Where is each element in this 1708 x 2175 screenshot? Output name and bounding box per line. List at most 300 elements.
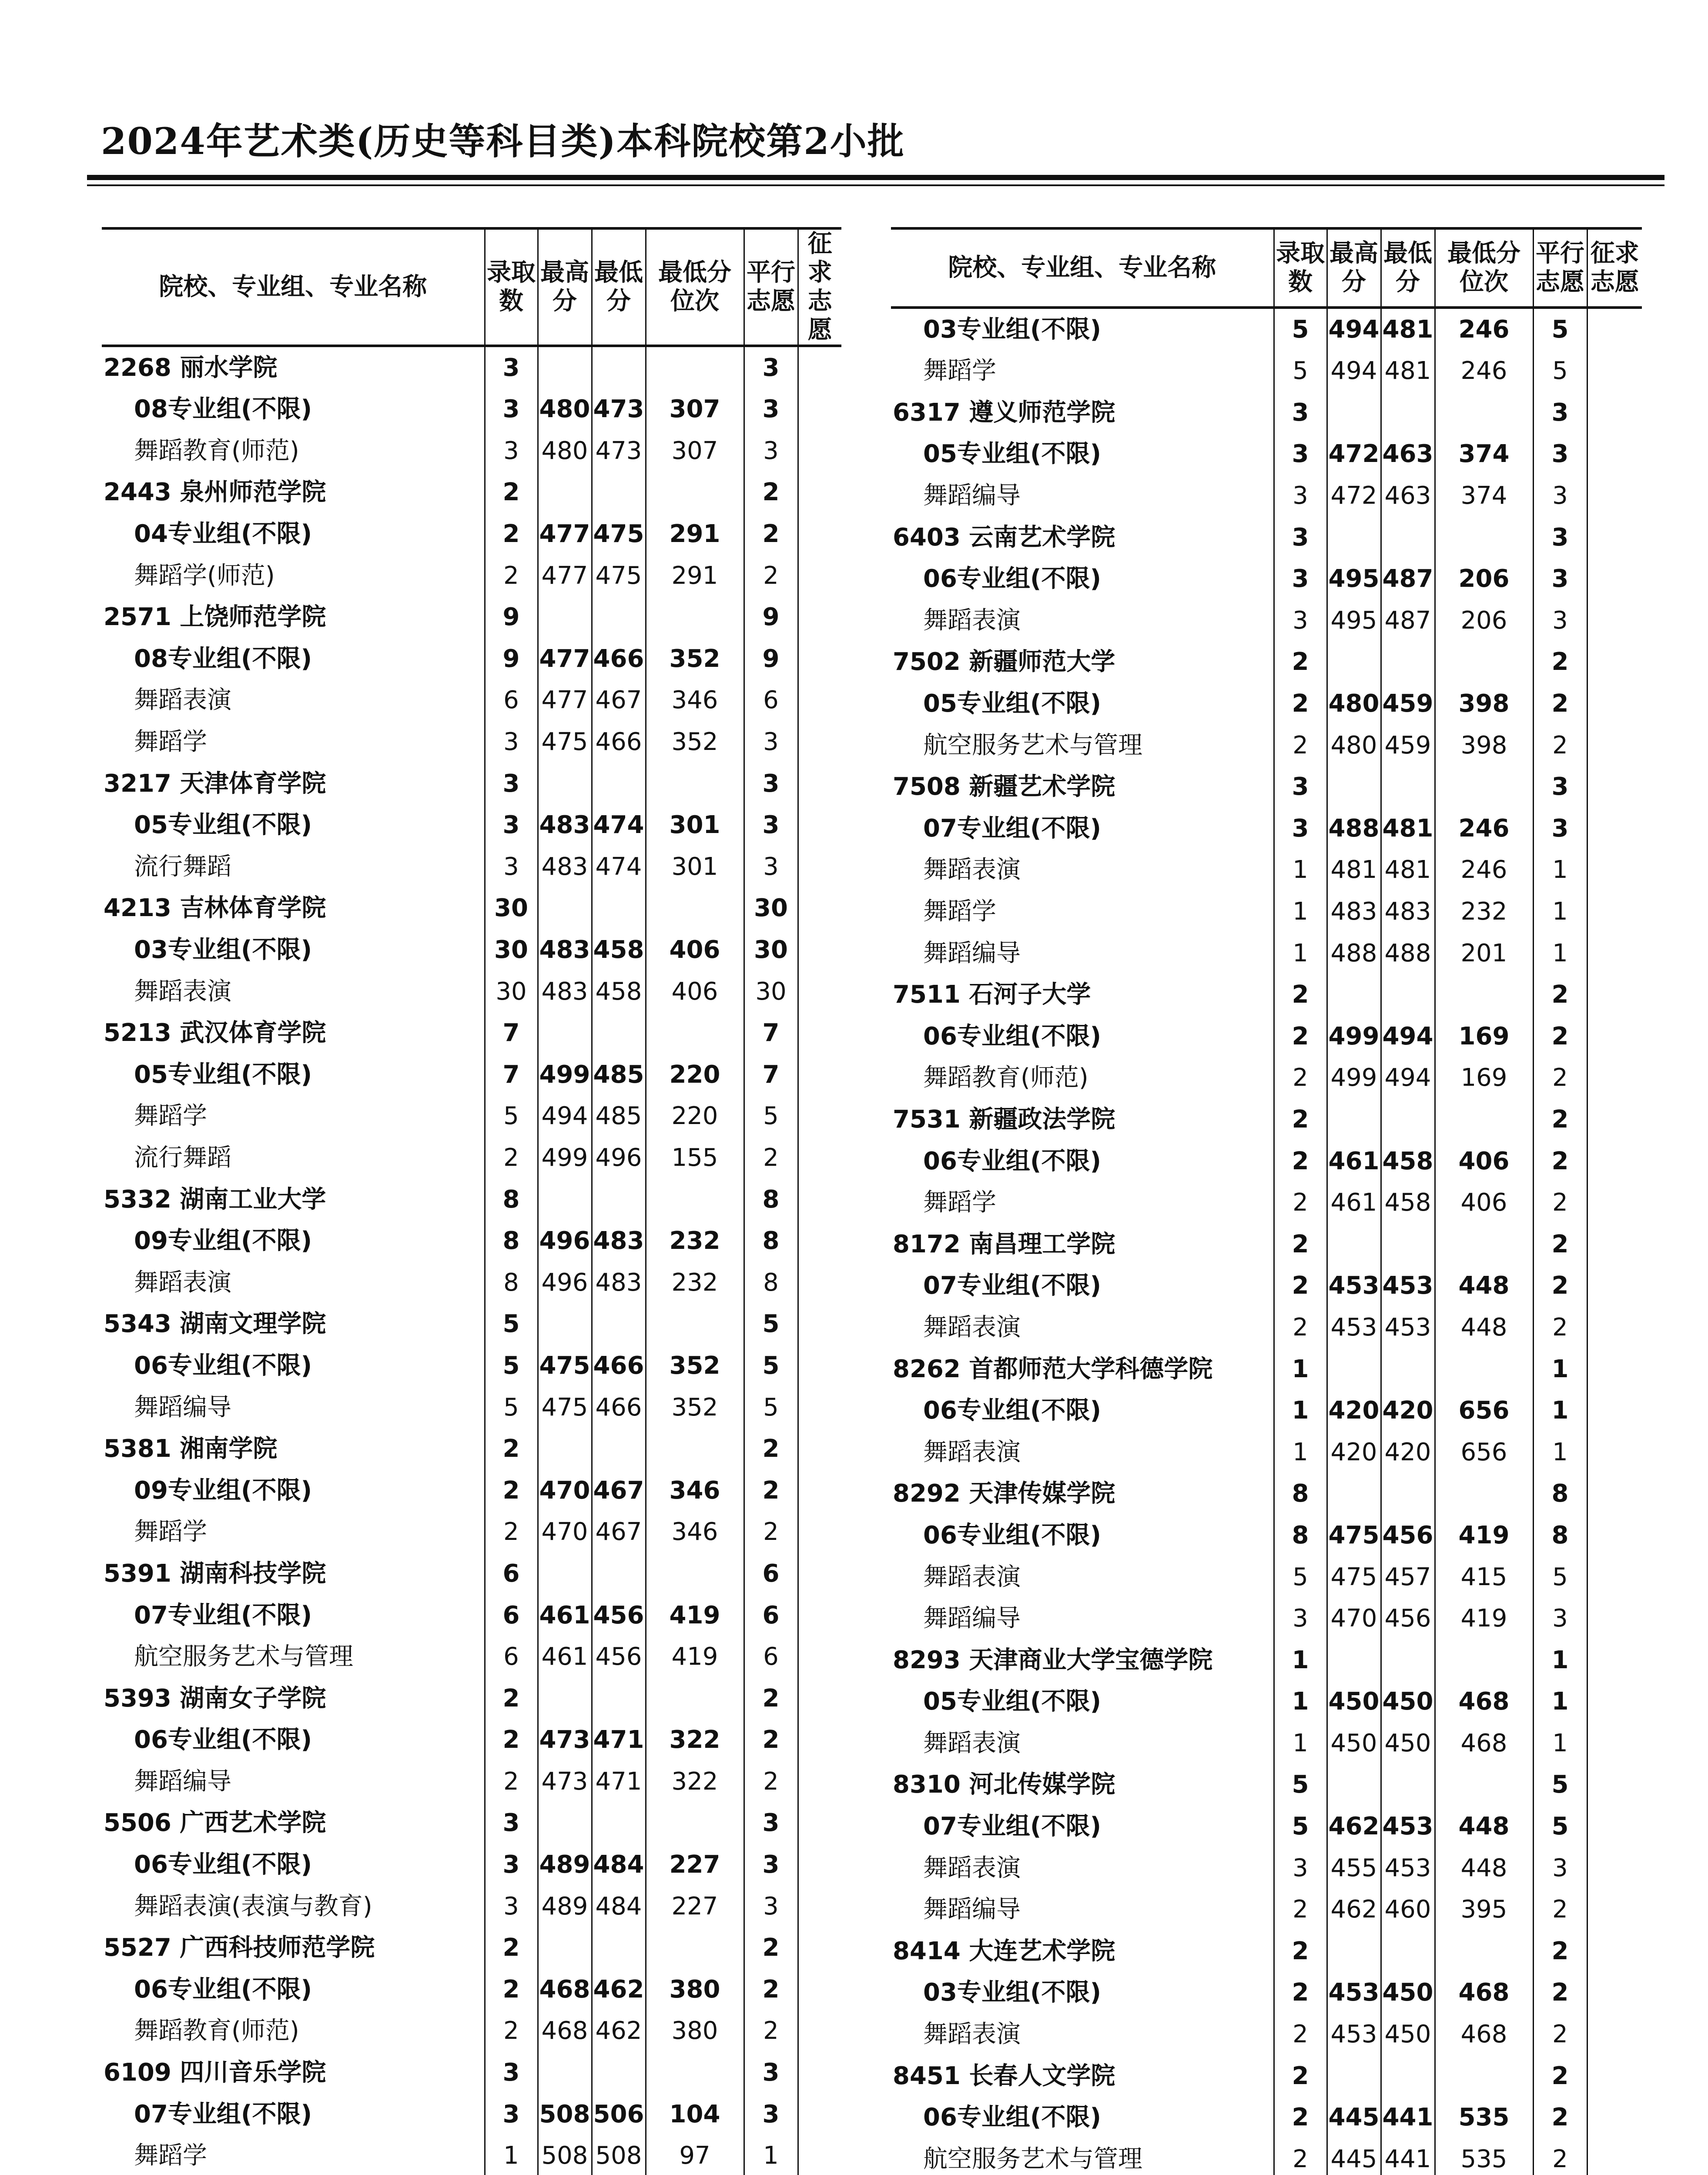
cell-max-score [1327,641,1381,683]
cell-max-score [538,763,592,804]
cell-min-rank [1435,1931,1533,1972]
cell-solicit [798,1262,841,1303]
cell-admitted: 2 [1274,1099,1327,1141]
cell-min-score: 459 [1381,724,1435,766]
cell-min-score [592,346,646,388]
cell-max-score: 462 [1327,1889,1381,1931]
major-row [891,891,1642,933]
header-max-score: 最高分 [538,228,592,346]
cell-admitted: 2 [1274,2097,1327,2138]
major-row [891,724,1642,766]
cell-min-score: 453 [1381,1806,1435,1847]
cell-min-score: 474 [592,846,646,888]
cell-max-score: 445 [1327,2097,1381,2138]
cell-min-score: 473 [592,388,646,430]
cell-parallel: 6 [744,1594,798,1636]
cell-solicit [1587,1639,1642,1681]
cell-parallel: 6 [744,1636,798,1678]
cell-name: 05专业组(不限) [134,811,312,840]
cell-name: 航空服务艺术与管理 [134,1643,353,1671]
cell-solicit [798,1511,841,1553]
cell-admitted: 5 [1274,1556,1327,1598]
cell-admitted: 2 [1274,1182,1327,1224]
cell-min-score [592,1012,646,1054]
cell-name: 8414 大连艺术学院 [893,1937,1115,1965]
cell-min-score: 508 [592,2135,646,2175]
major-row [891,350,1642,392]
cell-name: 06专业组(不限) [923,1147,1102,1175]
cell-solicit [1587,1348,1642,1390]
cell-min-rank: 406 [1435,1140,1533,1182]
cell-solicit [798,2010,841,2052]
cell-solicit [1587,1390,1642,1432]
cell-parallel: 2 [744,1761,798,1803]
cell-min-score: 458 [1381,1182,1435,1224]
cell-min-score: 458 [592,929,646,971]
cell-min-rank [1435,1223,1533,1265]
cell-admitted: 2 [485,513,538,555]
cell-admitted: 30 [485,887,538,929]
cell-max-score: 480 [1327,724,1381,766]
cell-max-score: 475 [538,1386,592,1428]
cell-solicit [1587,1764,1642,1806]
cell-admitted: 2 [485,1428,538,1470]
cell-name: 航空服务艺术与管理 [923,731,1142,760]
cell-name: 08专业组(不限) [134,395,312,424]
group-row [102,804,841,846]
cell-admitted: 3 [485,2052,538,2094]
cell-min-rank: 406 [1435,1182,1533,1224]
cell-parallel: 2 [744,1511,798,1553]
cell-name: 06专业组(不限) [134,1850,312,1879]
group-row [102,1719,841,1761]
school-row [891,1099,1642,1141]
group-row [102,929,841,971]
cell-parallel: 2 [744,1719,798,1761]
major-row [102,1636,841,1678]
cell-parallel: 9 [744,596,798,638]
cell-admitted: 1 [1274,1723,1327,1764]
cell-parallel: 2 [744,1677,798,1719]
cell-solicit [1587,683,1642,725]
cell-max-score: 480 [538,388,592,430]
cell-name: 3217 天津体育学院 [104,769,326,798]
cell-max-score: 488 [1327,808,1381,850]
major-row [102,1386,841,1428]
header-admitted: 录取数 [1274,228,1327,308]
cell-admitted: 8 [485,1262,538,1303]
cell-parallel: 3 [1533,600,1587,642]
cell-max-score: 445 [1327,2138,1381,2175]
cell-parallel: 3 [744,2093,798,2135]
cell-name: 05专业组(不限) [923,689,1102,718]
cell-parallel: 30 [744,970,798,1012]
cell-name: 舞蹈学 [923,1188,996,1217]
major-row [891,2138,1642,2175]
group-row [891,1972,1642,2014]
cell-name: 6317 遵义师范学院 [893,398,1115,427]
cell-max-score: 483 [538,929,592,971]
cell-admitted: 2 [485,1927,538,1969]
cell-admitted: 3 [1274,475,1327,517]
cell-min-score: 506 [592,2093,646,2135]
cell-min-score: 484 [592,1844,646,1886]
cell-parallel: 5 [744,1095,798,1137]
cell-min-score: 483 [1381,891,1435,933]
major-row [102,2135,841,2175]
cell-min-rank [1435,766,1533,808]
group-row [102,1844,841,1886]
major-row [102,2010,841,2052]
cell-parallel: 1 [1533,849,1587,891]
major-row [891,1431,1642,1473]
cell-name: 09专业组(不限) [134,1227,312,1255]
major-row [891,1182,1642,1224]
cell-name: 舞蹈学(师范) [134,561,275,590]
major-row [102,1885,841,1927]
cell-solicit [798,638,841,680]
cell-min-rank [646,1178,744,1220]
cell-solicit [798,1719,841,1761]
cell-max-score: 477 [538,513,592,555]
school-row [102,1927,841,1969]
cell-name: 舞蹈编导 [134,1393,231,1422]
cell-min-rank [1435,974,1533,1016]
cell-min-score: 459 [1381,683,1435,725]
cell-min-rank: 291 [646,513,744,555]
cell-name: 7531 新疆政法学院 [893,1105,1115,1134]
cell-parallel: 30 [744,929,798,971]
cell-min-rank [646,887,744,929]
header-name: 院校、专业组、专业名称 [891,228,1274,308]
cell-admitted: 5 [1274,308,1327,350]
cell-parallel: 3 [744,1885,798,1927]
cell-name: 5527 广西科技师范学院 [104,1934,375,1962]
cell-max-score [538,1802,592,1844]
cell-name: 07专业组(不限) [923,814,1102,843]
cell-min-rank: 232 [646,1262,744,1303]
cell-min-rank: 398 [1435,724,1533,766]
cell-parallel: 2 [744,2010,798,2052]
cell-solicit [798,346,841,388]
cell-parallel: 2 [1533,1889,1587,1931]
cell-name: 8262 首都师范大学科德学院 [893,1355,1213,1383]
cell-min-rank [1435,1099,1533,1141]
cell-max-score: 508 [538,2135,592,2175]
cell-max-score: 475 [1327,1515,1381,1556]
cell-solicit [1587,1057,1642,1099]
school-row [102,1012,841,1054]
cell-admitted: 3 [485,804,538,846]
cell-admitted: 3 [485,2093,538,2135]
cell-parallel: 3 [1533,433,1587,475]
table-header-row [891,228,1642,308]
cell-parallel: 2 [1533,641,1587,683]
cell-min-rank: 322 [646,1719,744,1761]
cell-min-rank: 448 [1435,1806,1533,1847]
school-row [102,1178,841,1220]
cell-solicit [798,929,841,971]
cell-parallel: 5 [1533,1806,1587,1847]
cell-max-score: 496 [538,1220,592,1262]
cell-admitted: 9 [485,596,538,638]
cell-min-rank: 227 [646,1844,744,1886]
cell-admitted: 1 [1274,891,1327,933]
cell-min-rank [646,1677,744,1719]
cell-parallel: 1 [1533,1431,1587,1473]
cell-min-score: 453 [1381,1307,1435,1348]
cell-min-rank [646,596,744,638]
cell-min-score [592,1677,646,1719]
cell-parallel: 2 [1533,1099,1587,1141]
cell-name: 8172 南昌理工学院 [893,1230,1115,1258]
cell-admitted: 30 [485,970,538,1012]
cell-parallel: 5 [1533,1764,1587,1806]
cell-name: 06专业组(不限) [923,1521,1102,1549]
group-row [102,1469,841,1511]
cell-admitted: 2 [1274,2014,1327,2055]
cell-min-rank: 419 [1435,1515,1533,1556]
cell-solicit [1587,1431,1642,1473]
school-row [891,516,1642,558]
cell-min-score: 456 [592,1636,646,1678]
major-row [891,1057,1642,1099]
cell-name: 09专业组(不限) [134,1476,312,1505]
major-row [102,1511,841,1553]
major-row [891,1598,1642,1640]
cell-parallel: 1 [1533,1390,1587,1432]
cell-min-rank [1435,1639,1533,1681]
cell-min-rank: 346 [646,679,744,721]
cell-parallel: 2 [1533,1307,1587,1348]
cell-min-score: 475 [592,555,646,596]
header-parallel: 平行志愿 [1533,228,1587,308]
cell-min-rank: 352 [646,1386,744,1428]
cell-parallel: 3 [1533,1598,1587,1640]
cell-parallel: 8 [744,1220,798,1262]
school-row [891,1764,1642,1806]
cell-max-score: 473 [538,1761,592,1803]
cell-name: 8292 天津传媒学院 [893,1479,1115,1508]
cell-admitted: 5 [485,1345,538,1387]
cell-solicit [1587,350,1642,392]
cell-admitted: 5 [1274,1806,1327,1847]
cell-admitted: 3 [485,346,538,388]
cell-solicit [798,1054,841,1096]
cell-admitted: 3 [1274,392,1327,434]
cell-admitted: 2 [485,555,538,596]
cell-parallel: 2 [1533,1057,1587,1099]
cell-admitted: 1 [485,2135,538,2175]
cell-solicit [798,1012,841,1054]
cell-admitted: 2 [1274,1931,1327,1972]
cell-max-score [538,1178,592,1220]
cell-solicit [798,1969,841,2011]
cell-solicit [1587,1016,1642,1057]
cell-parallel: 5 [1533,350,1587,392]
cell-min-rank: 169 [1435,1057,1533,1099]
school-row [891,1348,1642,1390]
cell-parallel: 1 [1533,1639,1587,1681]
cell-max-score: 468 [538,1969,592,2011]
cell-admitted: 5 [1274,350,1327,392]
group-row [102,388,841,430]
cell-max-score: 483 [1327,891,1381,933]
cell-admitted: 2 [1274,974,1327,1016]
school-row [891,1223,1642,1265]
cell-min-rank [1435,2055,1533,2097]
cell-admitted: 8 [485,1220,538,1262]
cell-min-score: 466 [592,721,646,763]
cell-max-score: 470 [538,1469,592,1511]
cell-name: 07专业组(不限) [923,1812,1102,1841]
cell-max-score [1327,1348,1381,1390]
cell-max-score: 483 [538,846,592,888]
cell-max-score [538,596,592,638]
cell-parallel: 2 [1533,2097,1587,2138]
cell-min-rank [646,472,744,513]
cell-name: 舞蹈表演 [923,1729,1021,1757]
cell-max-score: 453 [1327,1265,1381,1307]
cell-max-score: 477 [538,555,592,596]
cell-name: 06专业组(不限) [923,565,1102,593]
cell-min-score [1381,392,1435,434]
cell-parallel: 3 [1533,516,1587,558]
cell-parallel: 1 [1533,891,1587,933]
cell-max-score: 496 [538,1262,592,1303]
cell-min-score [592,1553,646,1595]
cell-max-score [538,887,592,929]
cell-solicit [798,2093,841,2135]
cell-min-rank [1435,516,1533,558]
cell-admitted: 3 [1274,766,1327,808]
cell-parallel: 8 [744,1262,798,1303]
cell-min-score: 441 [1381,2138,1435,2175]
cell-solicit [798,763,841,804]
header-solicit: 征求志愿 [1587,228,1642,308]
cell-parallel: 5 [744,1345,798,1387]
cell-name: 舞蹈表演(表演与教育) [134,1892,372,1921]
cell-name: 8451 长春人文学院 [893,2061,1115,2090]
cell-parallel: 3 [1533,1847,1587,1889]
cell-max-score: 495 [1327,600,1381,642]
cell-max-score [538,2052,592,2094]
cell-name: 流行舞蹈 [134,852,231,881]
cell-max-score [1327,1931,1381,1972]
cell-parallel: 3 [744,388,798,430]
group-row [891,1140,1642,1182]
cell-min-score: 494 [1381,1057,1435,1099]
cell-solicit [798,430,841,472]
cell-name: 07专业组(不限) [923,1272,1102,1300]
group-row [102,513,841,555]
cell-admitted: 2 [1274,1307,1327,1348]
cell-name: 06专业组(不限) [923,1396,1102,1425]
school-row [891,974,1642,1016]
school-row [102,1553,841,1595]
group-row [102,2093,841,2135]
cell-name: 5332 湖南工业大学 [104,1185,326,1214]
group-row [102,1054,841,1096]
cell-min-score [592,596,646,638]
cell-parallel: 3 [1533,808,1587,850]
cell-min-rank: 155 [646,1137,744,1179]
cell-max-score: 499 [538,1054,592,1096]
cell-name: 03专业组(不限) [923,315,1102,344]
cell-solicit [1587,808,1642,850]
cell-max-score: 494 [538,1095,592,1137]
cell-max-score: 420 [1327,1390,1381,1432]
cell-admitted: 8 [485,1178,538,1220]
cell-name: 4213 吉林体育学院 [104,894,326,923]
cell-max-score [538,1303,592,1345]
cell-solicit [798,1095,841,1137]
cell-min-score: 487 [1381,558,1435,600]
cell-solicit [1587,2097,1642,2138]
cell-solicit [1587,766,1642,808]
cell-solicit [798,1220,841,1262]
cell-max-score: 483 [538,804,592,846]
cell-min-rank: 395 [1435,1889,1533,1931]
header-min-rank: 最低分位次 [1435,228,1533,308]
cell-parallel: 2 [744,555,798,596]
cell-parallel: 6 [744,1553,798,1595]
cell-admitted: 5 [485,1386,538,1428]
major-row [891,1847,1642,1889]
cell-max-score: 461 [1327,1140,1381,1182]
cell-admitted: 3 [485,1802,538,1844]
cell-max-score: 470 [538,1511,592,1553]
cell-parallel: 3 [744,1844,798,1886]
cell-parallel: 3 [744,721,798,763]
header-parallel: 平行志愿 [744,228,798,346]
cell-parallel: 3 [1533,558,1587,600]
cell-min-rank: 169 [1435,1016,1533,1057]
cell-parallel: 2 [744,1969,798,2011]
cell-min-score: 463 [1381,475,1435,517]
major-row [102,555,841,596]
group-row [891,1265,1642,1307]
cell-admitted: 2 [485,1969,538,2011]
cell-name: 5506 广西艺术学院 [104,1809,326,1837]
cell-min-rank: 97 [646,2135,744,2175]
cell-min-rank [646,1802,744,1844]
cell-admitted: 3 [485,1885,538,1927]
cell-name: 7511 石河子大学 [893,980,1091,1009]
cell-name: 5343 湖南文理学院 [104,1310,326,1338]
cell-min-score [1381,1348,1435,1390]
cell-admitted: 3 [1274,808,1327,850]
cell-min-rank: 246 [1435,308,1533,350]
group-row [891,1016,1642,1057]
cell-solicit [798,388,841,430]
cell-solicit [798,1137,841,1179]
cell-max-score [1327,1223,1381,1265]
cell-solicit [1587,2014,1642,2055]
cell-solicit [798,1844,841,1886]
cell-name: 06专业组(不限) [923,1022,1102,1051]
cell-name: 8310 河北传媒学院 [893,1770,1115,1799]
cell-parallel: 2 [744,1469,798,1511]
cell-max-score [538,1677,592,1719]
admission-table-right [891,227,1642,2175]
cell-min-rank: 415 [1435,1556,1533,1598]
cell-max-score: 489 [538,1844,592,1886]
major-row [891,849,1642,891]
cell-admitted: 3 [485,846,538,888]
cell-min-score: 456 [592,1594,646,1636]
cell-min-score: 462 [592,1969,646,2011]
